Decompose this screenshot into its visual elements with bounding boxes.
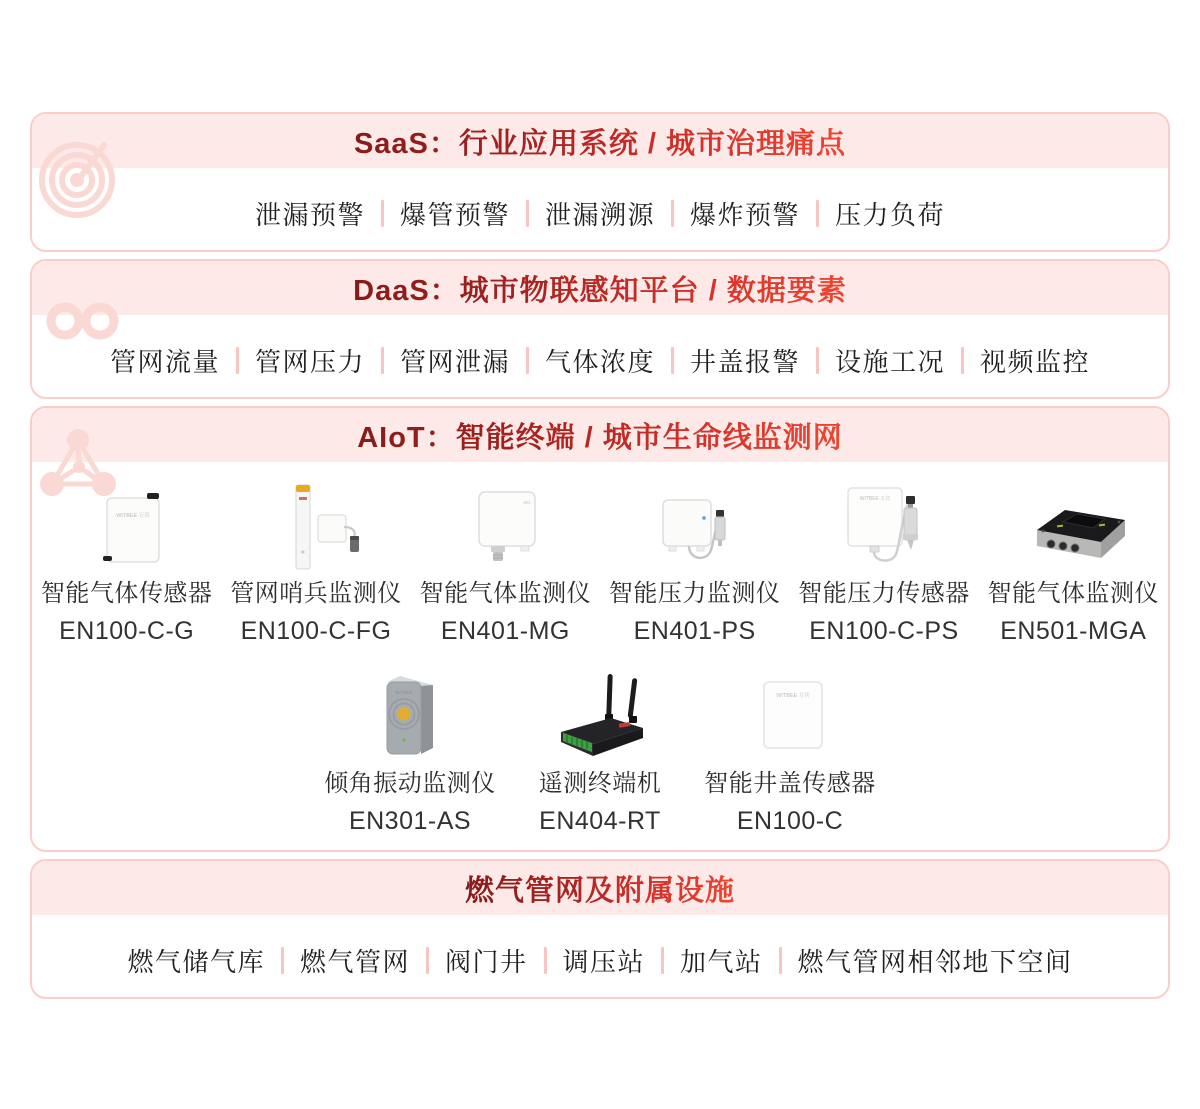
section-title: DaaS：城市物联感知平台 / 数据要素 <box>353 268 847 309</box>
list-item: 加气站 <box>680 946 763 977</box>
product-model: EN501-MGA <box>1000 617 1147 645</box>
layer-stack <box>30 112 1170 999</box>
item-separator <box>816 347 819 374</box>
product-card <box>600 478 789 646</box>
product-card <box>315 668 505 836</box>
device-image-en100-c-ps <box>834 478 934 574</box>
item-separator <box>961 347 964 374</box>
item-separator <box>381 347 384 374</box>
list-item: 燃气管网相邻地下空间 <box>797 946 1073 977</box>
product-name: 智能压力传感器 <box>798 580 970 607</box>
section-saas <box>30 112 1170 252</box>
device-brand-label: WITBEE 万宾 <box>115 513 150 519</box>
section-daas <box>30 259 1170 399</box>
item-separator <box>671 347 674 374</box>
list-item: 气体浓度 <box>544 346 655 377</box>
section-title: AIoT：智能终端 / 城市生命线监测网 <box>357 415 843 456</box>
products-row-1 <box>32 478 1168 646</box>
item-separator <box>544 947 547 974</box>
device-brand-label: WITBEE 万宾 <box>859 496 891 502</box>
product-card <box>411 478 600 646</box>
list-item: 管网泄漏 <box>399 346 510 377</box>
product-card <box>221 478 410 646</box>
list-item: 管网压力 <box>254 346 365 377</box>
item-separator <box>281 947 284 974</box>
product-name: 管网哨兵监测仪 <box>230 580 402 607</box>
item-separator <box>671 200 674 227</box>
daas-items <box>32 315 1168 397</box>
device-image-en100-c <box>740 668 840 764</box>
item-separator <box>661 947 664 974</box>
products-row-2 <box>32 668 1168 836</box>
section-aiot <box>30 406 1170 852</box>
svg-text:WITBEE: WITBEE <box>395 690 413 695</box>
product-model: EN404-RT <box>539 807 661 835</box>
section-title: SaaS：行业应用系统 / 城市治理痛点 <box>354 121 846 162</box>
svg-text:MG: MG <box>523 500 531 505</box>
item-separator <box>526 200 529 227</box>
section-gas-network <box>30 859 1170 999</box>
item-separator <box>526 347 529 374</box>
device-image-en100-c-g <box>77 478 177 574</box>
product-model: EN401-PS <box>633 617 756 645</box>
product-name: 智能压力监测仪 <box>608 580 781 607</box>
product-name: 倾角振动监测仪 <box>324 770 496 797</box>
product-name: 智能气体监测仪 <box>987 580 1160 607</box>
device-image-en404-rt <box>545 668 655 764</box>
product-name: 智能井盖传感器 <box>704 770 876 797</box>
product-card <box>979 478 1168 646</box>
device-image-en301-as <box>360 668 460 764</box>
product-model: EN100-C <box>736 807 844 835</box>
product-card <box>695 668 885 836</box>
item-separator <box>426 947 429 974</box>
list-item: 燃气管网 <box>299 946 410 977</box>
product-name: 遥测终端机 <box>538 770 662 797</box>
item-separator <box>779 947 782 974</box>
product-card <box>32 478 221 646</box>
product-card <box>505 668 695 836</box>
list-item: 压力负荷 <box>835 199 946 230</box>
list-item: 爆管预警 <box>399 199 510 230</box>
list-item: 泄漏预警 <box>254 199 365 230</box>
saas-items <box>32 168 1168 250</box>
product-model: EN401-MG <box>440 617 570 645</box>
device-image-en401-ps <box>645 478 745 574</box>
list-item: 泄漏溯源 <box>544 199 655 230</box>
product-name: 智能气体监测仪 <box>419 580 592 607</box>
list-item: 设施工况 <box>835 346 946 377</box>
item-separator <box>816 200 819 227</box>
list-item: 爆炸预警 <box>690 199 801 230</box>
section-header <box>32 114 1168 168</box>
section-header <box>32 261 1168 315</box>
gas-network-items <box>32 915 1168 997</box>
device-image-en501-mga <box>1013 478 1133 574</box>
product-model: EN100-C-G <box>59 617 195 645</box>
product-name: 智能气体传感器 <box>40 580 213 607</box>
list-item: 井盖报警 <box>690 346 801 377</box>
section-title: 燃气管网及附属设施 <box>465 868 735 909</box>
section-header <box>32 408 1168 462</box>
list-item: 阀门井 <box>444 946 528 977</box>
list-item: 视频监控 <box>980 346 1091 377</box>
section-header <box>32 861 1168 915</box>
item-separator <box>236 347 239 374</box>
product-model: EN100-C-PS <box>809 617 959 645</box>
product-model: EN100-C-FG <box>240 617 392 645</box>
device-image-en401-mg <box>455 478 555 574</box>
product-card <box>789 478 978 646</box>
product-model: EN301-AS <box>348 807 472 835</box>
list-item: 管网流量 <box>109 346 220 377</box>
device-brand-label: WITBEE 万宾 <box>776 693 810 699</box>
list-item: 调压站 <box>562 946 646 977</box>
item-separator <box>381 200 384 227</box>
device-image-en100-c-fg <box>266 478 366 574</box>
list-item: 燃气储气库 <box>127 946 265 977</box>
